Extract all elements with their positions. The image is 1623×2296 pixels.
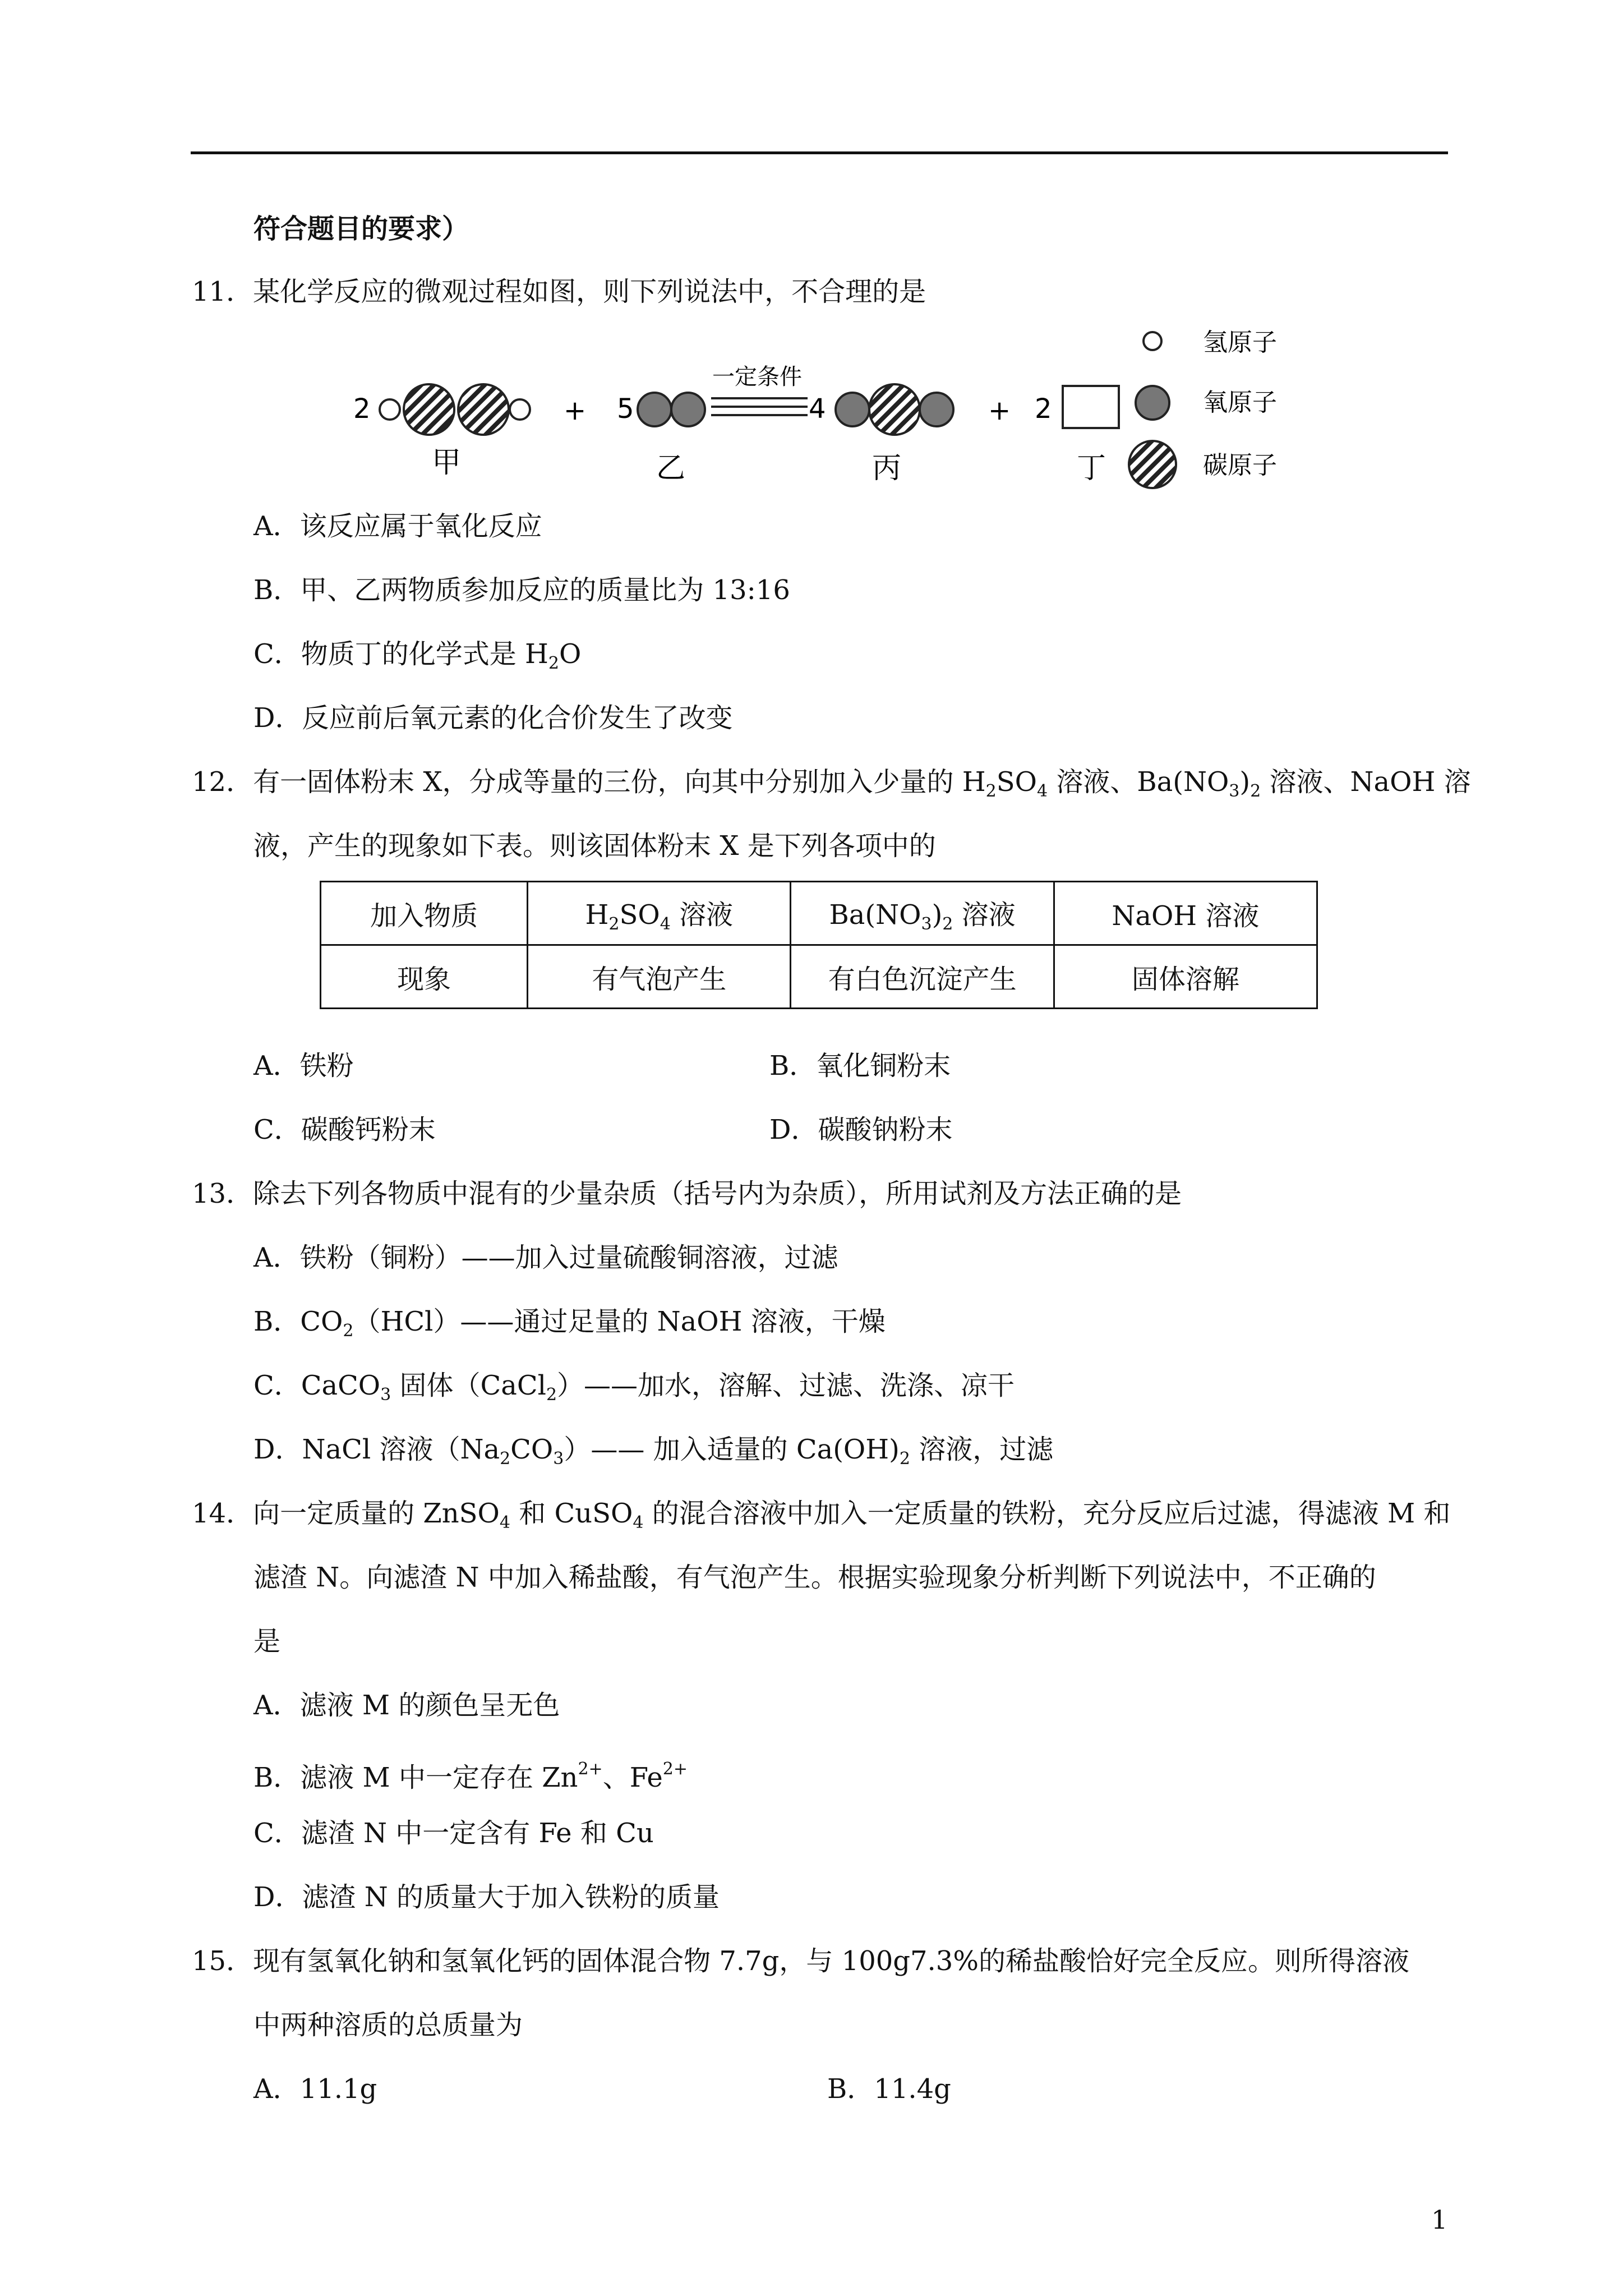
table-header-row xyxy=(321,882,1317,945)
table-cell: $H_2SO_4$ 溶液 xyxy=(528,882,791,945)
q14-option-c: C．滤渣 N 中一定含有 Fe 和 Cu xyxy=(253,1818,654,1849)
label-bing: 丙 xyxy=(872,452,902,485)
plus-1: + xyxy=(564,395,587,426)
table-cell: 加入物质 xyxy=(321,882,528,945)
q11-option-c: C．物质丁的化学式是 $H_2O$ xyxy=(253,638,582,673)
q11-option-a: A．该反应属于氧化反应 xyxy=(253,510,542,542)
q12-option-d: D．碳酸钠粉末 xyxy=(769,1114,953,1145)
table-cell: NaOH 溶液 xyxy=(1054,882,1317,945)
molecule-yi xyxy=(638,393,705,426)
table-cell: $Ba(NO_3)_2$ 溶液 xyxy=(791,882,1054,945)
coef-jia: 2 xyxy=(353,393,371,425)
coef-yi: 5 xyxy=(617,393,634,425)
q11-stem: 11．某化学反应的微观过程如图，则下列说法中，不合理的是 xyxy=(192,276,926,307)
legend-hydrogen: 氢原子 xyxy=(1203,328,1277,357)
molecule-jia xyxy=(380,384,530,435)
q13-option-d: D．NaCl 溶液$(Na_2CO_3)——$ 加入适量的 $Ca(OH)_2$ 溶液，过滤 xyxy=(253,1434,1054,1469)
legend-carbon: 碳原子 xyxy=(1203,451,1277,480)
legend-hydrogen-icon xyxy=(1144,332,1161,350)
q12-stem-line1: 12．有一固体粉末 X，分成等量的三份，向其中分别加入少量的 $H_2SO_4$ 溶液、$Ba(NO_3)_2$ 溶液、NaOH 溶 xyxy=(192,766,1471,801)
molecule-bing xyxy=(836,384,953,435)
q13-stem: 13．除去下列各物质中混有的少量杂质（括号内为杂质），所用试剂及方法正确的是 xyxy=(192,1178,1182,1209)
q14-option-d: D．滤渣 N 的质量大于加入铁粉的质量 xyxy=(253,1881,720,1913)
header-rule xyxy=(191,151,1448,154)
q12-option-c: C．碳酸钙粉末 xyxy=(253,1114,436,1145)
q12-stem-line2: 液，产生的现象如下表。则该固体粉末 X 是下列各项中的 xyxy=(253,830,936,862)
legend-oxygen-icon xyxy=(1136,386,1169,420)
plus-2: + xyxy=(988,395,1011,426)
oxygen-atom xyxy=(638,393,671,426)
label-jia: 甲 xyxy=(432,446,462,480)
label-ding: 丁 xyxy=(1077,452,1106,485)
q13-option-a: A．铁粉（铜粉）——加入过量硫酸铜溶液，过滤 xyxy=(253,1242,838,1273)
carbon-atom xyxy=(869,384,920,435)
table-cell: 有白色沉淀产生 xyxy=(791,945,1054,1009)
label-yi: 乙 xyxy=(656,452,686,485)
section-header-tail: 符合题目的要求） xyxy=(253,213,469,245)
table-row xyxy=(321,945,1317,1009)
oxygen-atom xyxy=(920,393,953,426)
q12-observation-table xyxy=(320,881,1318,1009)
q12-option-a: A．铁粉 xyxy=(253,1050,354,1082)
carbon-atom xyxy=(458,384,509,435)
table-cell: 固体溶解 xyxy=(1054,945,1317,1009)
hydrogen-atom xyxy=(510,399,530,420)
q14-option-b: B．滤液 M 中一定存在 $Zn^{2+}$、$Fe^{2+}$ xyxy=(253,1759,688,1793)
coef-bing: 4 xyxy=(809,393,826,425)
table-cell: 有气泡产生 xyxy=(528,945,791,1009)
reaction-condition: 一定条件 xyxy=(712,364,802,390)
legend-oxygen: 氧原子 xyxy=(1203,388,1277,417)
q11-reaction-diagram xyxy=(336,314,1301,494)
oxygen-atom xyxy=(671,393,705,426)
q14-option-a: A．滤液 M 的颜色呈无色 xyxy=(253,1690,560,1721)
q14-stem-line3: 是 xyxy=(253,1626,281,1657)
q14-stem-line1: 14．向一定质量的 ZnSO$_4$ 和 CuSO$_4$ 的混合溶液中加入一定质量的铁粉，充分反应后过滤，得滤液 M 和 xyxy=(192,1498,1451,1533)
page-number: 1 xyxy=(1431,2205,1448,2235)
table-cell: 现象 xyxy=(321,945,528,1009)
q11-option-b: B．甲、乙两物质参加反应的质量比为 13:16 xyxy=(253,574,790,606)
hydrogen-atom xyxy=(380,399,400,420)
oxygen-atom xyxy=(836,393,869,426)
q15-option-b: B．11.4g xyxy=(827,2073,951,2105)
coef-ding: 2 xyxy=(1035,393,1052,425)
q13-option-c: C．CaCO$_3$ 固体（CaCl$_2$）——加水，溶解、过滤、洗涤、凉干 xyxy=(253,1370,1015,1405)
legend-carbon-icon xyxy=(1129,441,1176,488)
q11-option-d: D．反应前后氧元素的化合价发生了改变 xyxy=(253,702,733,734)
q12-option-b: B．氧化铜粉末 xyxy=(769,1050,951,1082)
q13-option-b: B．$CO_2(HCl)——$通过足量的 NaOH 溶液，干燥 xyxy=(253,1306,886,1341)
q14-stem-line2: 滤渣 N。向滤渣 N 中加入稀盐酸，有气泡产生。根据实验现象分析判断下列说法中，不正确的 xyxy=(253,1562,1376,1593)
carbon-atom xyxy=(404,384,454,435)
q15-option-a: A．11.1g xyxy=(253,2073,377,2105)
q15-stem-line1: 15．现有氢氧化钠和氢氧化钙的固体混合物 7.7g，与 100g7.3%的稀盐酸恰好完全反应。则所得溶液 xyxy=(192,1945,1409,1977)
q15-stem-line2: 中两种溶质的总质量为 xyxy=(253,2009,523,2041)
unknown-box xyxy=(1063,386,1119,428)
